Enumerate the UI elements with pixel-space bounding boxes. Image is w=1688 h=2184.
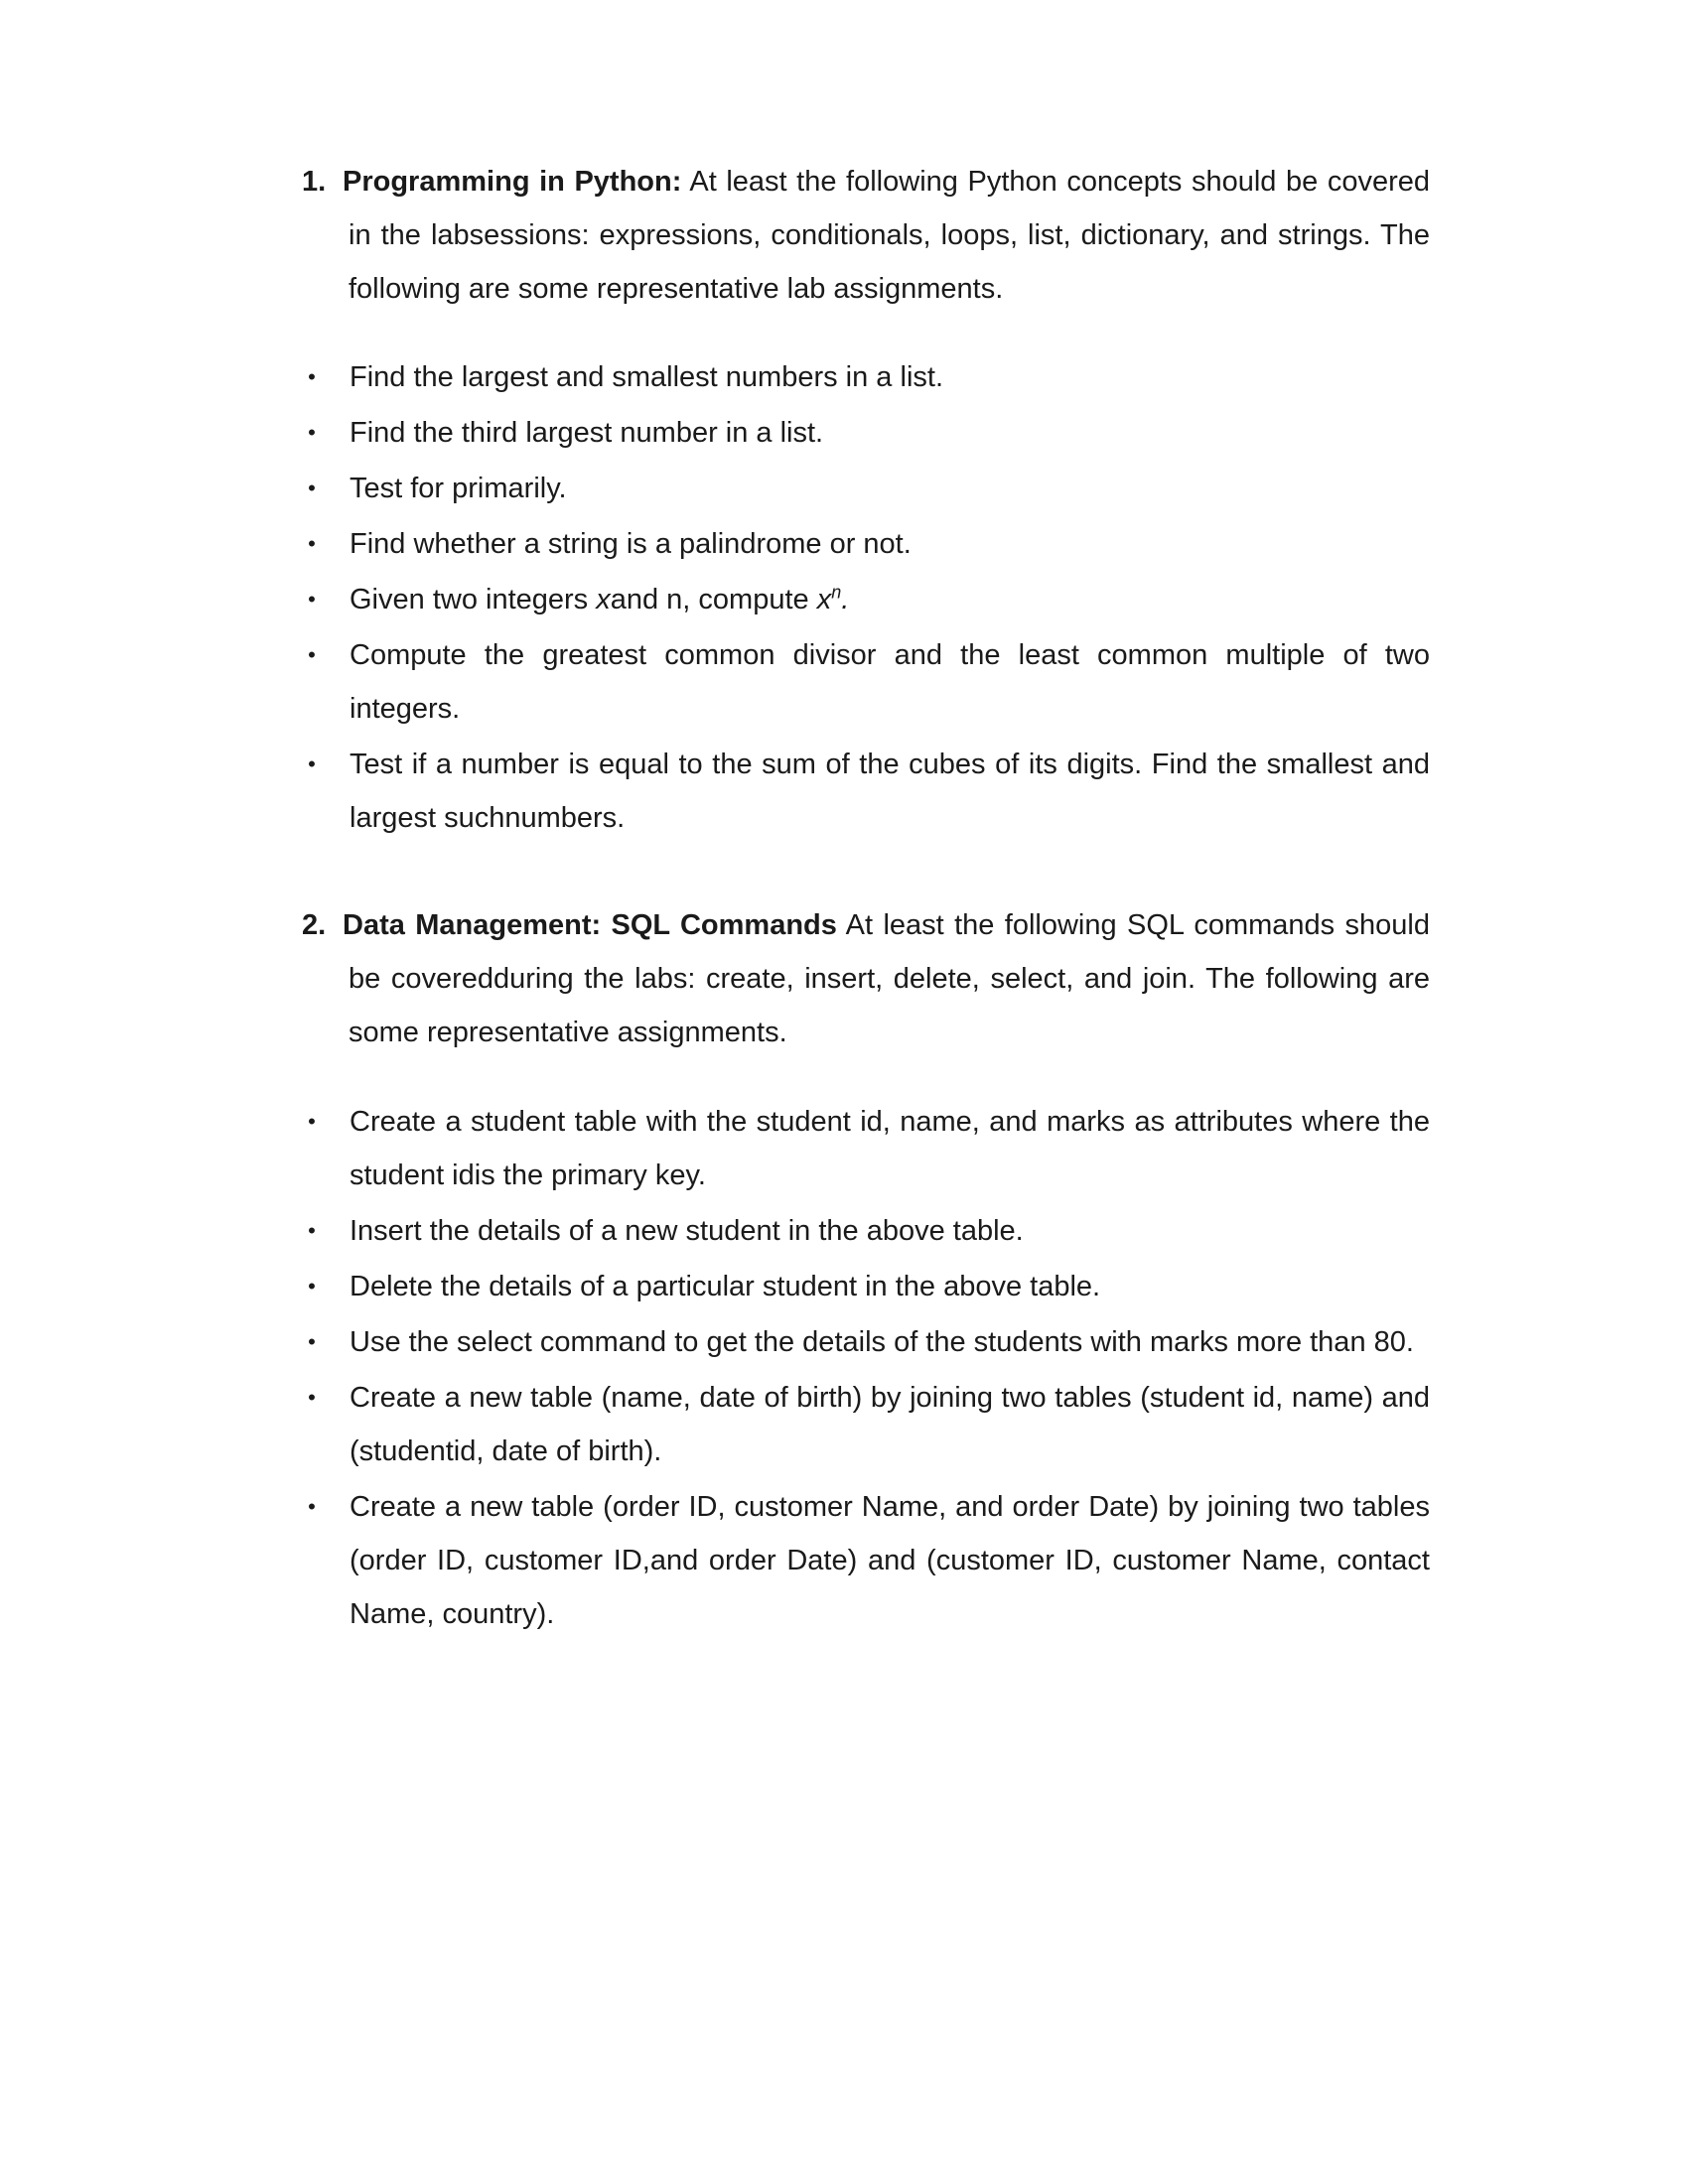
list-item xyxy=(302,350,1430,404)
section-intro-text: At least the following Python concepts should be covered in the labsessions: expressions, conditionals, loops, list, dictionary, and strings. The following are some representative lab assignments. xyxy=(349,166,1431,305)
list-item xyxy=(302,406,1430,460)
list-item-text: Create a new table (order ID, customer Name, and order Date) by joining two tables (order ID, customer ID,and order Date) and (customer ID, customer Name, contact Name, country). xyxy=(350,1491,1430,1630)
list-item-text: Insert the details of a new student in the above table. xyxy=(350,1215,1024,1247)
list-item-text: Create a new table (name, date of birth) by joining two tables (student id, name) and (studentid, date of birth). xyxy=(350,1382,1430,1467)
list-item-text: Delete the details of a particular student in the above table. xyxy=(350,1271,1101,1302)
bullet-icon: • xyxy=(308,531,316,556)
list-item-text: Find the largest and smallest numbers in a list. xyxy=(350,361,943,393)
list-item xyxy=(302,462,1430,515)
list-item-text: Test if a number is equal to the sum of the cubes of its digits. Find the smallest and largest suchnumbers. xyxy=(350,749,1430,834)
section-heading: Data Management: SQL Commands xyxy=(343,909,837,941)
bullet-icon: • xyxy=(308,420,316,445)
python-assignment-list xyxy=(302,350,1430,847)
list-item xyxy=(302,1371,1430,1478)
bullet-icon: • xyxy=(308,1494,316,1519)
section-number: 2. xyxy=(302,909,327,941)
power-var-x: x xyxy=(596,584,611,615)
bullet-icon: • xyxy=(308,364,316,389)
bullet-icon: • xyxy=(308,642,316,667)
section-heading: Programming in Python: xyxy=(343,166,682,198)
section-sql-intro xyxy=(302,898,1430,1059)
bullet-icon: • xyxy=(308,1329,316,1354)
bullet-icon: • xyxy=(308,751,316,776)
list-item-text: Find whether a string is a palindrome or not. xyxy=(350,528,912,560)
list-item xyxy=(302,1260,1430,1313)
power-middle: and n, compute xyxy=(610,584,817,615)
bullet-icon: • xyxy=(308,1274,316,1298)
list-item xyxy=(302,517,1430,571)
list-item xyxy=(302,1315,1430,1369)
list-item xyxy=(302,1095,1430,1202)
bullet-icon: • xyxy=(308,1218,316,1243)
list-item-text: Use the select command to get the details of the students with marks more than 80. xyxy=(350,1326,1414,1358)
list-item-text: Test for primarily. xyxy=(350,473,567,504)
sql-assignment-list xyxy=(302,1095,1430,1643)
list-item xyxy=(302,1480,1430,1641)
list-item-text: Create a student table with the student id, name, and marks as attributes where the student idis the primary key. xyxy=(350,1106,1430,1191)
section-python xyxy=(302,155,1430,316)
power-suffix: . xyxy=(841,584,850,615)
section-python-intro xyxy=(302,155,1430,316)
bullet-icon: • xyxy=(308,587,316,612)
bullet-icon: • xyxy=(308,476,316,500)
power-exponent: n xyxy=(831,582,842,603)
section-intro-text: At least the following SQL commands should be coveredduring the labs: create, insert, delete, select, and join. The following are some representative assignments. xyxy=(349,909,1430,1048)
list-item-text: Find the third largest number in a list. xyxy=(350,417,824,449)
section-sql xyxy=(302,898,1430,1059)
bullet-icon: • xyxy=(308,1109,316,1134)
power-base: x xyxy=(816,584,832,615)
list-item-text: Compute the greatest common divisor and the least common multiple of two integers. xyxy=(350,639,1430,725)
power-prefix: Given two integers xyxy=(350,584,597,615)
section-number: 1. xyxy=(302,166,327,198)
list-item-power xyxy=(302,573,1430,626)
bullet-icon: • xyxy=(308,1385,316,1410)
list-item xyxy=(302,738,1430,845)
list-item xyxy=(302,1204,1430,1258)
list-item xyxy=(302,628,1430,736)
